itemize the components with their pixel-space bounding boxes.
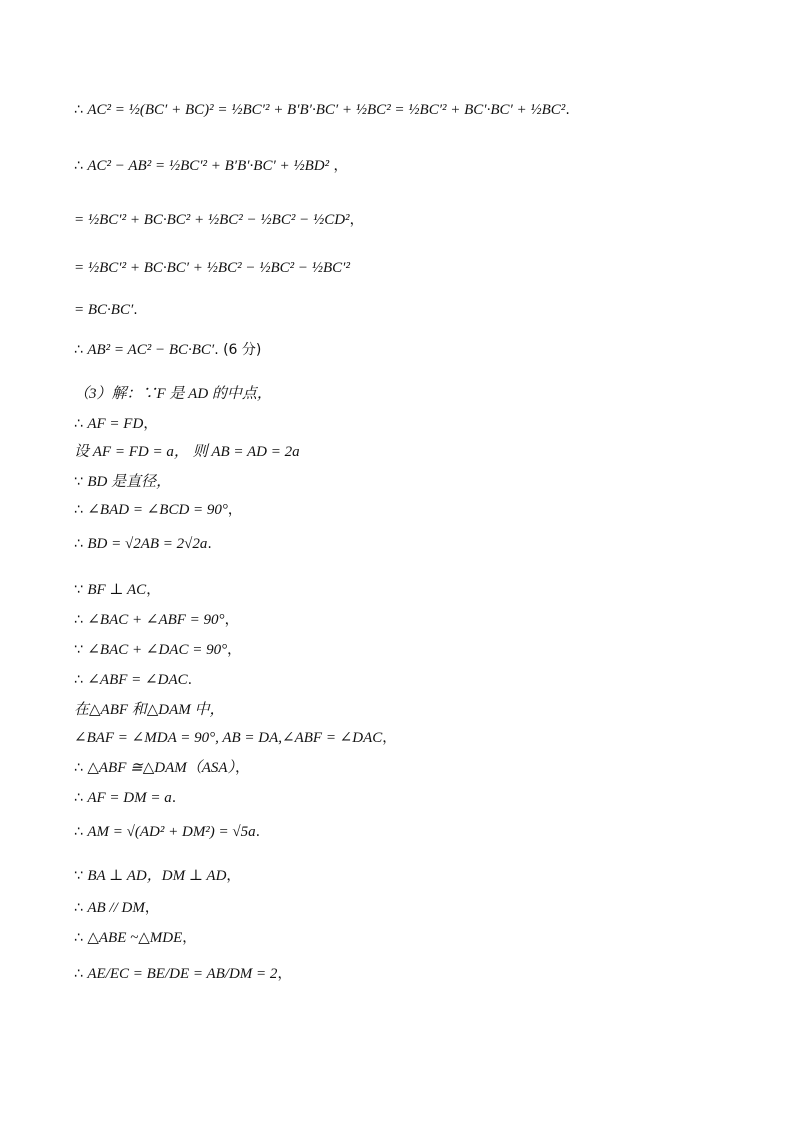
proof-line xyxy=(74,472,171,492)
math-expression: BA ⊥ AD，DM ⊥ AD xyxy=(87,868,227,884)
therefore-symbol: ∴ xyxy=(74,824,88,840)
proof-line xyxy=(74,898,159,918)
therefore-symbol: ∴ xyxy=(74,502,88,518)
proof-line xyxy=(74,866,240,886)
proof-line xyxy=(74,700,225,720)
math-expression: ∠BAC + ∠DAC = 90° xyxy=(87,642,228,658)
line-tail: . (6 分) xyxy=(214,342,262,358)
math-expression: = BC·BC′ xyxy=(74,302,134,318)
proof-line xyxy=(74,100,570,120)
proof-line xyxy=(74,156,348,176)
math-expression: AF = FD xyxy=(87,416,144,432)
line-tail: ， xyxy=(227,642,242,658)
proof-line xyxy=(74,534,212,554)
proof-line xyxy=(74,788,176,808)
math-expression: = ½BC′² + BC·BC′ + ½BC² − ½BC² − ½BC′² xyxy=(74,260,350,276)
math-expression: BD = √2AB = 2√2a xyxy=(87,536,208,552)
line-tail: ， xyxy=(143,416,158,432)
therefore-symbol: ∴ xyxy=(74,536,88,552)
proof-line xyxy=(74,670,192,690)
line-tail: ， xyxy=(144,900,159,916)
line-tail: ， xyxy=(146,582,161,598)
therefore-symbol: ∴ xyxy=(74,342,88,358)
because-symbol: ∵ xyxy=(74,642,88,658)
therefore-symbol: ∴ xyxy=(74,930,88,946)
math-expression: ∠ABF = ∠DAC xyxy=(87,672,188,688)
math-expression: AE/EC = BE/DE = AB/DM = 2 xyxy=(87,966,278,982)
proof-line xyxy=(74,964,291,984)
proof-line xyxy=(74,610,239,630)
math-expression: （3）解：∵F 是 AD 的中点， xyxy=(74,386,272,402)
line-tail: . xyxy=(565,102,570,118)
math-expression: △ABF ≅△DAM（ASA） xyxy=(87,760,236,776)
therefore-symbol: ∴ xyxy=(74,416,88,432)
line-tail: ， xyxy=(235,760,250,776)
line-tail: ， xyxy=(182,930,197,946)
line-tail: ， xyxy=(382,730,397,746)
proof-line xyxy=(74,414,157,434)
proof-line xyxy=(74,340,261,360)
line-tail: ， xyxy=(329,158,348,174)
because-symbol: ∵ xyxy=(74,582,88,598)
math-expression: BD 是直径， xyxy=(87,474,172,490)
proof-line xyxy=(74,258,350,278)
line-tail: ， xyxy=(226,868,241,884)
proof-line xyxy=(74,210,364,230)
proof-line xyxy=(74,758,249,778)
math-expression: AB² = AC² − BC·BC′ xyxy=(87,342,215,358)
math-expression: 设 AF = FD = a， 则 AB = AD = 2a xyxy=(74,444,300,460)
math-expression: AB // DM xyxy=(87,900,145,916)
line-tail: . xyxy=(187,672,193,688)
proof-line xyxy=(74,928,196,948)
therefore-symbol: ∴ xyxy=(74,790,88,806)
math-expression: AF = DM = a xyxy=(87,790,172,806)
line-tail: ， xyxy=(349,212,364,228)
therefore-symbol: ∴ xyxy=(74,760,88,776)
proof-line xyxy=(74,580,160,600)
therefore-symbol: ∴ xyxy=(74,900,88,916)
math-expression: 在△ABF 和△DAM 中， xyxy=(74,702,225,718)
line-tail: ， xyxy=(227,502,242,518)
math-expression: AC² = ½(BC′ + BC)² = ½BC′² + B′B′·BC′ + ½BC² = ½BC′² + BC′·BC′ + ½BC² xyxy=(87,102,566,118)
line-tail: ， xyxy=(277,966,292,982)
proof-line xyxy=(74,500,242,520)
line-tail: . xyxy=(171,790,177,806)
math-expression: ∠BAF = ∠MDA = 90°, AB = DA,∠ABF = ∠DAC xyxy=(74,730,383,746)
therefore-symbol: ∴ xyxy=(74,672,88,688)
because-symbol: ∵ xyxy=(74,868,88,884)
therefore-symbol: ∴ xyxy=(74,158,88,174)
line-tail: . xyxy=(207,536,212,552)
proof-line xyxy=(74,384,272,404)
because-symbol: ∵ xyxy=(74,474,88,490)
proof-line xyxy=(74,822,260,842)
math-expression: AM = √(AD² + DM²) = √5a xyxy=(87,824,256,840)
proof-line xyxy=(74,728,396,748)
proof-line xyxy=(74,442,300,462)
therefore-symbol: ∴ xyxy=(74,612,88,628)
line-tail: . xyxy=(133,302,138,318)
line-tail: . xyxy=(255,824,261,840)
math-expression: AC² − AB² = ½BC′² + B′B′·BC′ + ½BD² xyxy=(87,158,330,174)
therefore-symbol: ∴ xyxy=(74,102,88,118)
therefore-symbol: ∴ xyxy=(74,966,88,982)
line-tail: ， xyxy=(224,612,239,628)
math-expression: △ABE ~△MDE xyxy=(87,930,183,946)
math-expression: BF ⊥ AC xyxy=(87,582,147,598)
math-expression: ∠BAD = ∠BCD = 90° xyxy=(87,502,228,518)
proof-line xyxy=(74,300,138,320)
proof-line xyxy=(74,640,241,660)
math-expression: = ½BC′² + BC·BC² + ½BC² − ½BC² − ½CD² xyxy=(74,212,350,228)
math-expression: ∠BAC + ∠ABF = 90° xyxy=(87,612,225,628)
